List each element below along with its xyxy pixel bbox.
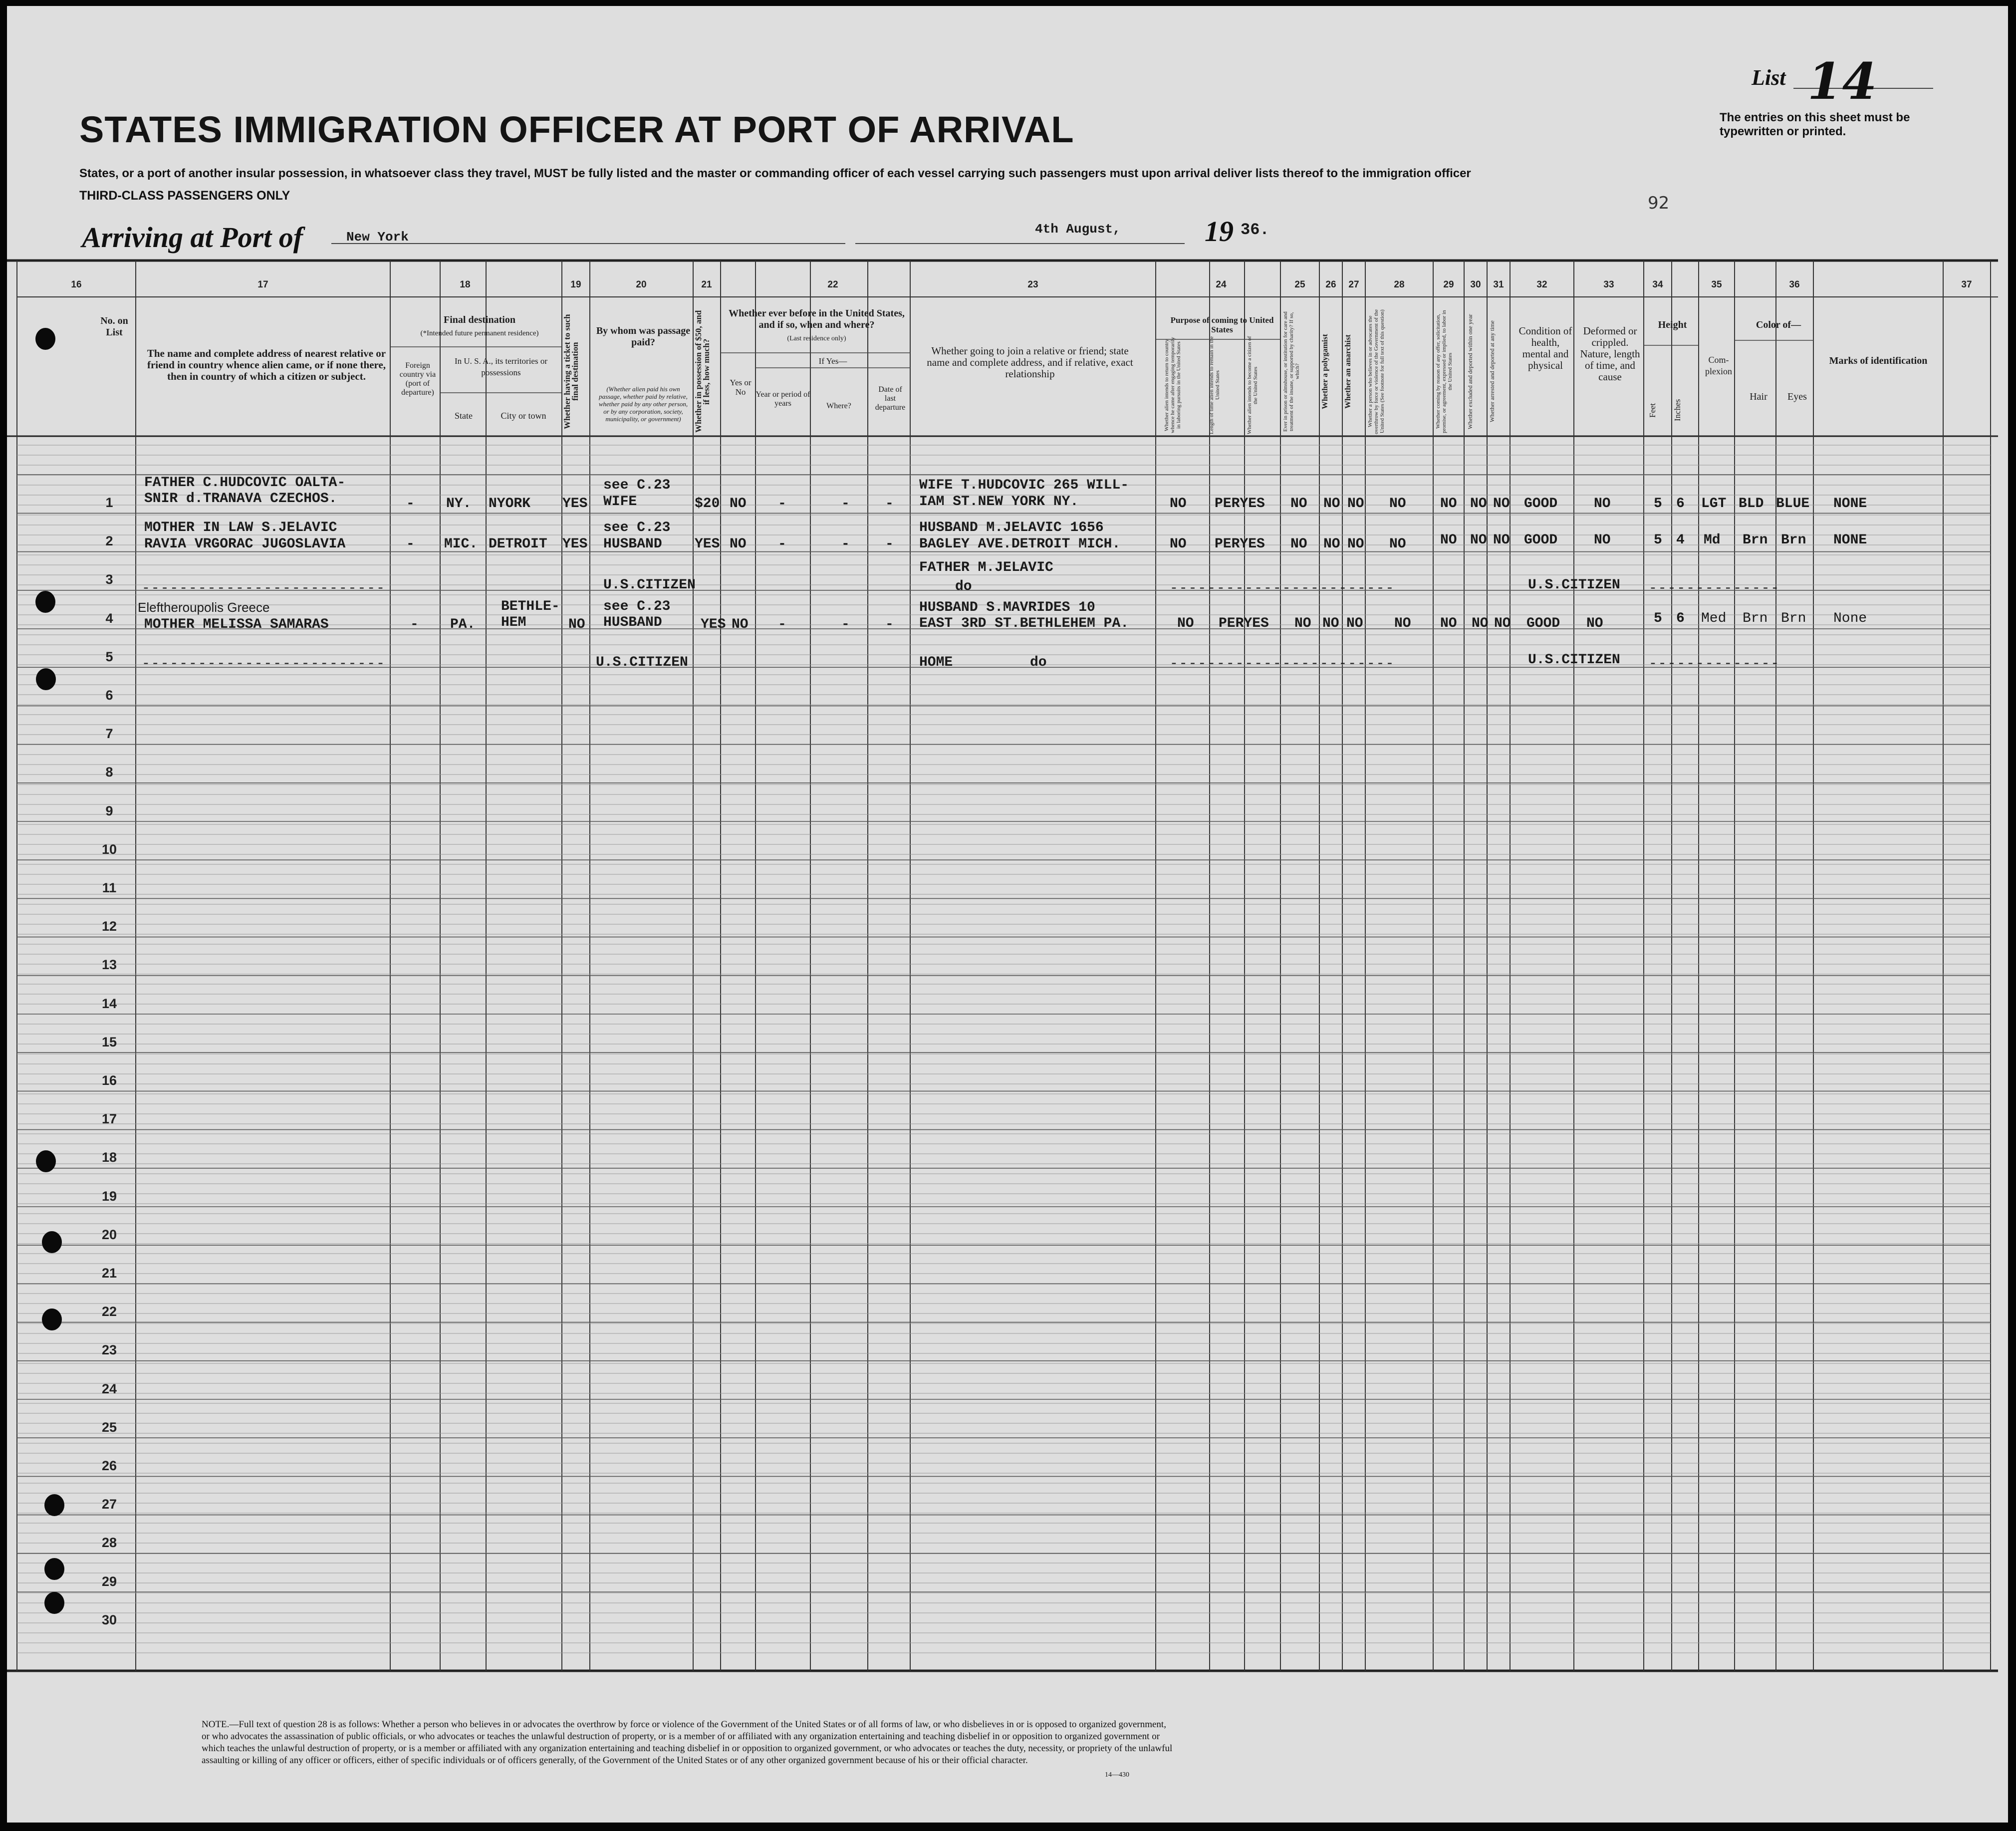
row-number: 29 — [101, 1573, 117, 1589]
row-number: 1 — [105, 495, 113, 510]
ever-before: NO — [732, 617, 749, 632]
row-number: 10 — [101, 841, 117, 857]
join-line2: EAST 3RD ST.BETHLEHEM PA. — [919, 616, 1129, 631]
header-purpose-citizen: Whether alien intends to become a citizen of the United States — [1247, 336, 1259, 435]
q31: NO — [1493, 532, 1510, 548]
inches: 4 — [1676, 532, 1685, 548]
header-health: Condition of health, mental and physical — [1518, 325, 1572, 371]
date-departure: - — [885, 496, 894, 512]
header-complexion: Com-plexion — [1705, 355, 1732, 376]
row-number: 22 — [101, 1304, 117, 1319]
city-line1: BETHLE- — [501, 599, 560, 614]
column-number: 25 — [1294, 279, 1305, 290]
period: - — [778, 617, 786, 632]
return: NO — [1170, 536, 1187, 552]
eyes: BLUE — [1776, 496, 1810, 512]
ruled-grid — [7, 6, 2008, 1823]
polygamist: NO — [1322, 616, 1339, 631]
passage-line1: see C.23 — [603, 478, 671, 493]
q31: NO — [1493, 496, 1510, 512]
foreign-country: - — [406, 536, 415, 552]
health-citizen: U.S.CITIZEN — [1528, 577, 1620, 593]
ticket: YES — [562, 536, 588, 552]
dash-line: -------------- — [1649, 581, 1780, 596]
header-q31: Whether arrested and deported at any time — [1489, 320, 1496, 423]
anarchist: NO — [1347, 496, 1364, 512]
dash-line: -------------------------- — [142, 656, 386, 672]
q28: NO — [1389, 496, 1406, 512]
relative-line1: MOTHER IN LAW S.JELAVIC — [144, 520, 337, 535]
date-value: 4th August, — [1035, 222, 1121, 237]
deformed: NO — [1586, 616, 1603, 631]
polygamist: NO — [1323, 496, 1340, 512]
health: GOOD — [1524, 496, 1558, 512]
ditto-mark: do — [1030, 655, 1047, 670]
passage-line2: HUSBAND — [603, 536, 662, 552]
health: GOOD — [1524, 532, 1558, 548]
header-passage-note: (Whether alien paid his own passage, whether paid by relative, whether paid by any other person, or by any corporation, society, municipality, or government) — [598, 385, 688, 423]
q29: NO — [1440, 496, 1457, 512]
header-hair: Hair — [1750, 391, 1767, 402]
header-anarchist: Whether an anarchist — [1344, 334, 1352, 409]
header-final-destination: Final destination — [444, 314, 515, 325]
passage-line2: HUSBAND — [603, 615, 662, 630]
join-father: FATHER M.JELAVIC — [919, 560, 1053, 575]
row-number: 23 — [101, 1342, 117, 1358]
city-line2: HEM — [501, 615, 526, 630]
length-citizen: PERYES — [1215, 536, 1265, 552]
header-eyes: Eyes — [1787, 391, 1807, 402]
year-prefix: 19 — [1205, 215, 1234, 248]
row-number: 26 — [101, 1458, 117, 1473]
header-where: Where? — [826, 402, 851, 410]
dash-line: ------------------------ — [1170, 581, 1395, 596]
row-number: 16 — [101, 1073, 117, 1088]
column-number: 37 — [1961, 279, 1972, 290]
column-number: 24 — [1216, 279, 1227, 290]
header-purpose: Purpose of coming to United States — [1170, 315, 1274, 334]
q28: NO — [1394, 616, 1411, 631]
length-citizen: PERYES — [1219, 616, 1269, 631]
state: MIC. — [444, 536, 478, 552]
header-height: Height — [1658, 319, 1687, 330]
row-number: 17 — [101, 1111, 117, 1127]
header-passage-paid: By whom was passage paid? — [596, 325, 691, 348]
q30: NO — [1470, 496, 1487, 512]
date-departure: - — [885, 617, 894, 632]
complexion: Med — [1701, 611, 1727, 626]
row-number: 19 — [101, 1188, 117, 1204]
header-ever-before: Whether ever before in the United States, and if so, when and where? — [729, 308, 905, 330]
row-number: 12 — [101, 919, 117, 934]
header-purpose-return: Whether alien intends to return to country whence he came after engaging temporarily in laboring pursuits in the United States — [1164, 337, 1182, 434]
ever-before: NO — [730, 536, 747, 552]
header-deformed: Deformed or crippled. Nature, length of time, and cause — [1580, 325, 1640, 383]
column-number: 26 — [1325, 279, 1336, 290]
row-number: 4 — [105, 610, 113, 626]
header-date-departure: Date of last departure — [875, 385, 906, 412]
eyes: Brn — [1781, 611, 1806, 626]
relative-line1: Eleftheroupolis Greece — [138, 600, 270, 615]
row-number: 20 — [101, 1227, 117, 1242]
year-suffix: 36. — [1241, 221, 1269, 239]
hair: BLD — [1739, 496, 1764, 512]
join-line1: HUSBAND M.JELAVIC 1656 — [919, 520, 1104, 535]
where: - — [841, 536, 850, 552]
row-number: 9 — [105, 803, 113, 818]
column-number: 22 — [827, 279, 838, 290]
city: DETROIT — [489, 536, 547, 552]
row-number: 2 — [105, 533, 113, 549]
marks: NONE — [1833, 496, 1867, 512]
period: - — [778, 496, 786, 512]
join-home: HOME — [919, 655, 953, 670]
q31: NO — [1494, 616, 1511, 631]
ticket: YES — [562, 496, 588, 512]
row-number: 7 — [105, 726, 113, 742]
complexion: LGT — [1701, 496, 1727, 512]
header-marks: Marks of identification — [1829, 355, 1928, 366]
inches: 6 — [1676, 496, 1685, 512]
return: NO — [1177, 616, 1194, 631]
money: YES — [701, 617, 726, 632]
header-polygamist: Whether a polygamist — [1321, 334, 1329, 409]
header-foreign-country: Foreign country via (port of departure) — [399, 361, 436, 397]
binder-hole — [44, 1592, 64, 1614]
header-ever-before-note: (Last residence only) — [787, 335, 846, 342]
subtitle: States, or a port of another insular possession, in whatsoever class they travel, MUST be fully listed and the master or commanding officer of each vessel carrying such passengers must upon arrival deliver lists thereof to the immigration officer — [79, 167, 1471, 180]
ticket: NO — [568, 617, 585, 632]
binder-hole — [35, 328, 55, 350]
column-number: 20 — [636, 279, 647, 290]
binder-hole — [42, 1308, 62, 1330]
header-color: Color of— — [1756, 319, 1801, 330]
row-number: 18 — [101, 1150, 117, 1165]
relative-line2: MOTHER MELISSA SAMARAS — [144, 617, 329, 632]
column-number: 17 — [257, 279, 268, 290]
prison: NO — [1294, 616, 1311, 631]
column-number: 36 — [1789, 279, 1800, 290]
passage-citizen: U.S.CITIZEN — [603, 577, 696, 593]
row-number: 5 — [105, 649, 113, 664]
column-number: 35 — [1711, 279, 1722, 290]
header-inches: Inches — [1673, 399, 1682, 422]
row-number: 6 — [105, 688, 113, 703]
city: NYORK — [489, 496, 531, 512]
arriving-label: Arriving at Port of — [82, 221, 303, 254]
header-ticket: Whether having a ticket to such final destination — [562, 314, 580, 429]
money: YES — [695, 536, 720, 552]
header-money: Whether in possession of $50, and if less, how much? — [694, 310, 711, 433]
footnote: NOTE.—Full text of question 28 is as follows: Whether a person who believes in or advocates the overthrow by force or violence of the Government of the United States or of all forms of law, or who disbelieves in or is opposed to organized government, or who advocates the assassination of public officials, or who advocates or teaches the unlawful destruction of property, or is a member of or affiliated with any organization entertaining and teaching disbelief in or opposition to organized government or which teaches the unlawful destruction of property, or is a member or affiliated with any organization entertaining and teaching disbelief in or opposition to organized government, or who advocates or teaches the duty, necessity, or propriety of the unlawful assaulting or killing of any officer or officers, either of specific individuals or of officers generally, of the Government of the United States or of any other organized government because of his or their official character. — [202, 1719, 1173, 1766]
row-number: 3 — [105, 572, 113, 587]
state: PA. — [450, 617, 476, 632]
column-number: 30 — [1470, 279, 1481, 290]
row-number: 28 — [101, 1535, 117, 1551]
join-line2: BAGLEY AVE.DETROIT MICH. — [919, 536, 1121, 552]
instructions: The entries on this sheet must be typewritten or printed. — [1720, 111, 1910, 138]
column-number: 21 — [701, 279, 712, 290]
page-number: 92 — [1648, 193, 1670, 213]
health: GOOD — [1526, 616, 1560, 631]
foreign-country: - — [410, 617, 419, 632]
row-number: 11 — [102, 880, 117, 895]
column-number: 31 — [1493, 279, 1504, 290]
q29: NO — [1440, 532, 1457, 548]
column-number: 28 — [1394, 279, 1405, 290]
join-line2: IAM ST.NEW YORK NY. — [919, 494, 1079, 510]
marks: NONE — [1833, 532, 1867, 548]
q28: NO — [1389, 536, 1406, 552]
header-year: Year or period of years — [756, 390, 810, 408]
join-line1: WIFE T.HUDCOVIC 265 WILL- — [919, 478, 1129, 493]
column-number: 23 — [1027, 279, 1038, 290]
form-number: 14—430 — [1105, 1771, 1129, 1779]
class-line: THIRD-CLASS PASSENGERS ONLY — [79, 189, 290, 203]
header-relative: The name and complete address of nearest relative or friend in country whence alien came, or if none there, then in country of which a citizen or subject. — [147, 347, 386, 382]
header-q28: Whether a person who believes in or advocates the overthrow by force or violence of the Government of the United States (See footnote for full text of this question) — [1367, 309, 1385, 434]
column-number: 16 — [71, 279, 82, 290]
row-number: 14 — [101, 996, 117, 1011]
header-city: City or town — [501, 411, 546, 421]
header-yes-no: Yes or No — [730, 378, 752, 397]
ditto-mark: do — [955, 579, 972, 594]
hair: Brn — [1743, 611, 1768, 626]
column-number: 27 — [1348, 279, 1359, 290]
header-if-yes: If Yes— — [818, 356, 847, 366]
header-q29: Whether coming by reason of any offer, solicitation, promise, or agreement, expressed or implied, to labor in the United States — [1435, 310, 1453, 433]
where: - — [841, 496, 850, 512]
row-number: 30 — [101, 1612, 117, 1627]
dash-line: ------------------------ — [1170, 656, 1395, 672]
passage-line1: see C.23 — [603, 520, 671, 535]
page-title: STATES IMMIGRATION OFFICER AT PORT OF ARRIVAL — [79, 109, 1074, 150]
deformed: NO — [1594, 496, 1611, 512]
row-number: 21 — [101, 1266, 117, 1281]
passage-line1: see C.23 — [603, 599, 671, 614]
feet: 5 — [1654, 496, 1662, 512]
column-number: 32 — [1536, 279, 1547, 290]
ever-before: NO — [730, 496, 747, 512]
complexion: Md — [1704, 532, 1721, 548]
health-citizen: U.S.CITIZEN — [1528, 652, 1620, 668]
passage-citizen: U.S.CITIZEN — [596, 655, 688, 670]
header-purpose-length: Length of time alien intends to remain in the United States — [1209, 336, 1221, 435]
column-number: 33 — [1603, 279, 1614, 290]
prison: NO — [1290, 496, 1307, 512]
relative-line2: RAVIA VRGORAC JUGOSLAVIA — [144, 536, 346, 552]
anarchist: NO — [1347, 536, 1364, 552]
relative-line2: SNIR d.TRANAVA CZECHOS. — [144, 491, 337, 507]
dash-line: -------------------------- — [142, 581, 386, 596]
binder-hole — [35, 591, 55, 613]
header-no-on-list: No. on List — [100, 315, 128, 338]
money: $20 — [695, 496, 720, 512]
column-number: 19 — [570, 279, 581, 290]
length-citizen: PERYES — [1215, 496, 1265, 512]
header-final-destination-note: (*Intended future permanent residence) — [420, 329, 539, 337]
column-number: 18 — [460, 279, 471, 290]
date-departure: - — [885, 536, 894, 552]
row-number: 15 — [101, 1034, 117, 1049]
marks: None — [1833, 611, 1867, 626]
header-prison: Ever in prison or almshouse, or institution for care and treatment of the insane, or supported by charity? If so, which? — [1282, 311, 1300, 432]
feet: 5 — [1654, 611, 1662, 626]
row-number: 13 — [101, 957, 117, 973]
row-number: 8 — [105, 765, 113, 780]
list-label: List — [1752, 65, 1786, 90]
row-number: 24 — [101, 1381, 117, 1396]
binder-hole — [36, 1150, 56, 1172]
foreign-country: - — [406, 496, 415, 512]
anarchist: NO — [1346, 616, 1363, 631]
relative-line1: FATHER C.HUDCOVIC OALTA- — [144, 475, 346, 491]
header-feet: Feet — [1648, 403, 1657, 418]
polygamist: NO — [1323, 536, 1340, 552]
header-in-usa: In U. S. A., its territories or possessions — [454, 356, 548, 377]
row-number: 27 — [101, 1497, 117, 1512]
column-number: 29 — [1443, 279, 1454, 290]
header-q30: Whether excluded and deported within one year — [1467, 314, 1474, 429]
feet: 5 — [1654, 532, 1662, 548]
dash-line: -------------- — [1649, 656, 1780, 672]
q30: NO — [1470, 532, 1487, 548]
q29: NO — [1440, 616, 1457, 631]
deformed: NO — [1594, 532, 1611, 548]
where: - — [841, 617, 850, 632]
row-number: 25 — [101, 1419, 117, 1435]
inches: 6 — [1676, 611, 1685, 626]
eyes: Brn — [1781, 532, 1806, 548]
binder-hole — [42, 1231, 62, 1253]
state: NY. — [446, 496, 472, 512]
header-state: State — [455, 411, 473, 421]
binder-hole — [44, 1558, 64, 1580]
manifest-sheet — [7, 6, 2008, 1823]
list-number: 14 — [1807, 52, 1877, 111]
column-number: 34 — [1652, 279, 1663, 290]
q30: NO — [1472, 616, 1489, 631]
return: NO — [1170, 496, 1187, 512]
header-join-relative: Whether going to join a relative or friend; state name and complete address, and if relative, exact relationship — [927, 345, 1133, 380]
hair: Brn — [1743, 532, 1768, 548]
join-line1: HUSBAND S.MAVRIDES 10 — [919, 600, 1095, 615]
binder-hole — [36, 668, 56, 690]
period: - — [778, 536, 786, 552]
prison: NO — [1290, 536, 1307, 552]
binder-hole — [44, 1494, 64, 1516]
passage-line2: WIFE — [603, 494, 637, 510]
port-value: New York — [346, 230, 409, 245]
